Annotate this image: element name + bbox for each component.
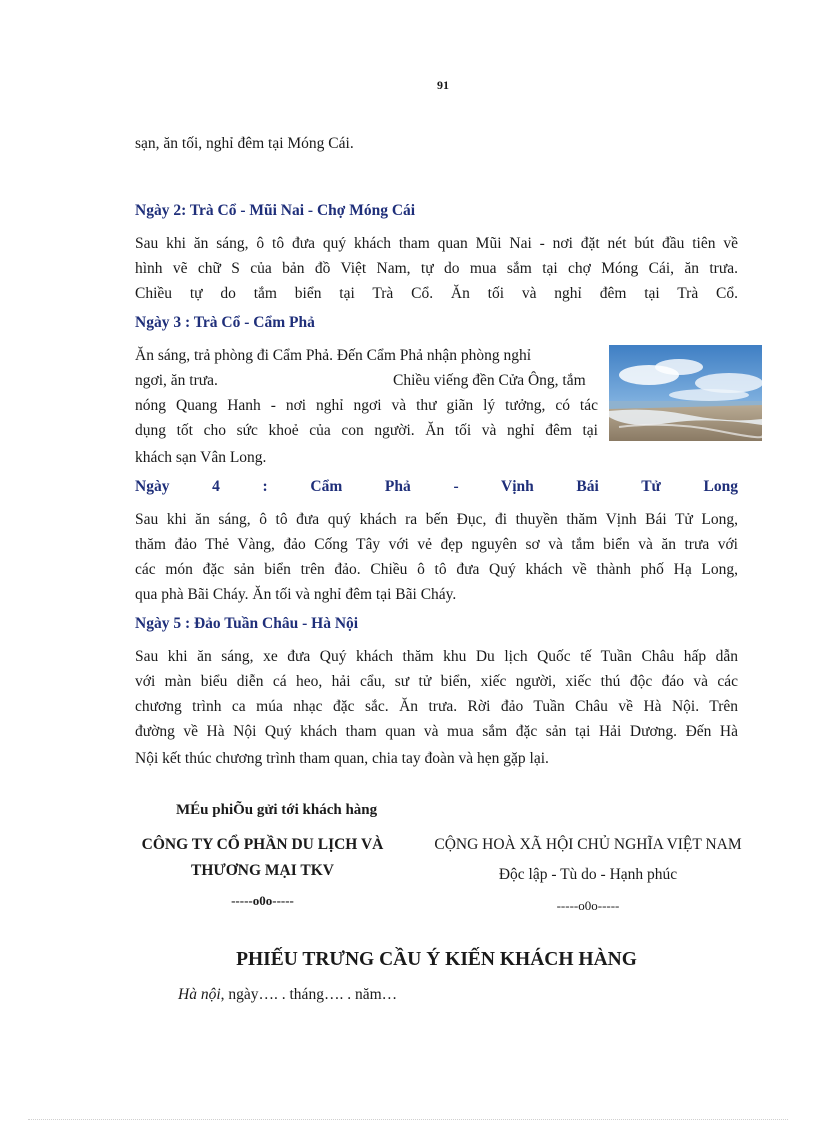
day3-line-1: Ăn sáng, trả phòng đi Cẩm Phả. Đến Cẩm Phả nhận phòng nghỉ — [135, 347, 532, 364]
day3-line-4: dụng tốt cho sức khoẻ của con người. Ăn tối và nghỉ đêm tại — [135, 422, 598, 439]
day3-line-2: ngơi, ăn trưa. — [135, 372, 218, 389]
day5-line-2: với màn biểu diễn cá heo, hải cẩu, sư tử biển, xiếc người, xiếc thú độc đáo và các — [135, 673, 738, 690]
day5-line-5: Nội kết thúc chương trình tham quan, chia tay đoàn và hẹn gặp lại. — [135, 750, 549, 767]
date-line — [178, 986, 397, 1004]
day2-heading: Ngày 2: Trà Cổ - Mũi Nai - Chợ Móng Cái — [135, 202, 416, 219]
day3-line-2b: Chiều viếng đền Cửa Ông, tắm — [393, 372, 586, 389]
day4-heading: Ngày 4 : Cẩm Phả - Vịnh Bái Tử Long — [135, 478, 738, 495]
company-name-line2: THƯƠNG MẠI TKV — [191, 862, 334, 879]
day3-heading: Ngày 3 : Trà Cổ - Cẩm Phả — [135, 314, 315, 331]
date-place: Hà nội — [178, 986, 221, 1003]
survey-title: PHIẾU TRƯNG CẦU Ý KIẾN KHÁCH HÀNG — [236, 949, 637, 970]
beach-photo — [609, 345, 762, 441]
nation-ornament: -----o0o----- — [556, 898, 620, 913]
day4-line-1: Sau khi ăn sáng, ô tô đưa quý khách ra bến Đục, đi thuyền thăm Vịnh Bái Tử Long, — [135, 511, 738, 528]
day5-line-1: Sau khi ăn sáng, xe đưa Quý khách thăm khu Du lịch Quốc tế Tuần Châu hấp dẫn — [135, 648, 738, 665]
day5-line-3: chương trình ca múa nhạc đặc sắc. Ăn trưa. Rời đảo Tuần Châu về Hà Nội. Trên — [135, 698, 738, 715]
intro-line: sạn, ăn tối, nghỉ đêm tại Móng Cái. — [135, 135, 354, 152]
day4-line-2: thăm đảo Thẻ Vàng, đảo Cống Tây với vẻ đẹp nguyên sơ và tắm biển và ăn trưa với — [135, 536, 738, 553]
day4-line-4: qua phà Bãi Cháy. Ăn tối và nghỉ đêm tại Bãi Cháy. — [135, 586, 457, 603]
day2-line-3: Chiều tự do tắm biển tại Trà Cổ. Ăn tối và nghỉ đêm tại Trà Cổ. — [135, 285, 738, 302]
company-ornament: -----o0o----- — [231, 893, 294, 908]
company-name-line1: CÔNG TY CỔ PHẦN DU LỊCH VÀ — [141, 836, 384, 853]
day2-line-2: hình vẽ chữ S của bản đồ Việt Nam, tự do mua sắm tại chợ Móng Cái, ăn trưa. — [135, 260, 738, 277]
day3-line-3: nóng Quang Hanh - nơi nghỉ ngơi và thư giãn lý tưởng, có tác — [135, 397, 598, 414]
day2-line-1: Sau khi ăn sáng, ô tô đưa quý khách tham quan Mũi Nai - nơi đặt nét bút đầu tiên về — [135, 235, 738, 252]
form-caption: MÉu phiÕu gửi tới khách hàng — [176, 802, 378, 818]
footer-divider — [28, 1119, 788, 1120]
date-fields: , ngày…. . tháng…. . năm… — [220, 986, 398, 1003]
day4-line-3: các món đặc sản biển trên đảo. Chiều ô tô đưa Quý khách về thành phố Hạ Long, — [135, 561, 738, 578]
day5-line-4: đường về Hà Nội Quý khách tham quan và mua sắm đặc sản tại Hải Dương. Đến Hà — [135, 723, 738, 740]
nation-motto: Độc lập - Tù do - Hạnh phúc — [498, 866, 678, 883]
day5-heading: Ngày 5 : Đảo Tuần Châu - Hà Nội — [135, 615, 359, 632]
nation-line1: CỘNG HOÀ XÃ HỘI CHỦ NGHĨA VIỆT NAM — [434, 836, 742, 853]
page-number: 91 — [437, 78, 449, 92]
day3-line-5: khách sạn Vân Long. — [135, 449, 267, 466]
